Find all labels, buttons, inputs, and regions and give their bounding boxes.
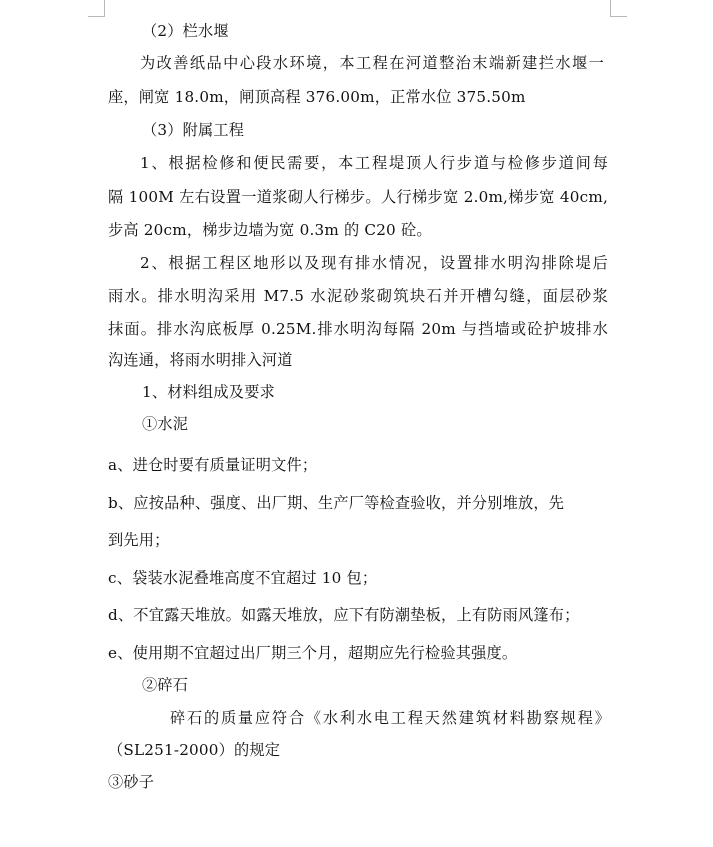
paragraph-line: 抹面。排水沟底板厚 0.25M.排水明沟每隔 20m 与挡墙或砼护坡排水: [108, 320, 608, 338]
heading-cement: ①水泥: [142, 415, 189, 433]
heading-sand: ③砂子: [108, 773, 155, 791]
paragraph-line: 雨水。排水明沟采用 M7.5 水泥砂浆砌筑块石并开槽勾缝，面层砂浆: [108, 287, 608, 305]
paragraph-line: 隔 100M 左右设置一道浆砌人行梯步。人行梯步宽 2.0m,梯步宽 40cm,: [108, 188, 608, 206]
list-item: d、不宜露天堆放。如露天堆放，应下有防潮垫板，上有防雨风篷布；: [108, 606, 580, 624]
list-item: e、使用期不宜超过出厂期三个月，超期应先行检验其强度。: [108, 644, 518, 662]
heading-auxiliary-works: （3）附属工程: [142, 121, 245, 139]
paragraph-line: 沟连通，将雨水明排入河道: [108, 351, 293, 369]
list-item: b、应按品种、强度、出厂期、生产厂等检查验收，并分别堆放，先: [108, 494, 565, 512]
heading-materials: 1、材料组成及要求: [142, 383, 275, 401]
paragraph-line: 为改善纸品中心段水环境，本工程在河道整治末端新建拦水堰一: [140, 54, 604, 72]
list-item: a、进仓时要有质量证明文件；: [108, 456, 318, 474]
paragraph-line: 1、根据检修和便民需要，本工程堤顶人行步道与检修步道间每: [140, 154, 608, 172]
paragraph-line: 座，闸宽 18.0m，闸顶高程 376.00m，正常水位 375.50m: [108, 88, 526, 106]
paragraph-line: 步高 20cm，梯步边墙为宽 0.3m 的 C20 砼。: [108, 221, 432, 239]
list-item-continuation: 到先用；: [108, 531, 170, 549]
paragraph-line: 2、根据工程区地形以及现有排水情况，设置排水明沟排除堤后: [140, 254, 608, 272]
list-item: c、袋装水泥叠堆高度不宜超过 10 包；: [108, 569, 378, 587]
page-corner-mark-left: [88, 0, 105, 17]
paragraph-line: （SL251-2000）的规定: [108, 741, 281, 759]
paragraph-line: 碎石的质量应符合《水利水电工程天然建筑材料勘察规程》: [170, 709, 610, 727]
heading-weir: （2）栏水堰: [142, 22, 229, 40]
page-corner-mark-right: [610, 0, 627, 17]
heading-crushed-stone: ②碎石: [142, 676, 189, 694]
